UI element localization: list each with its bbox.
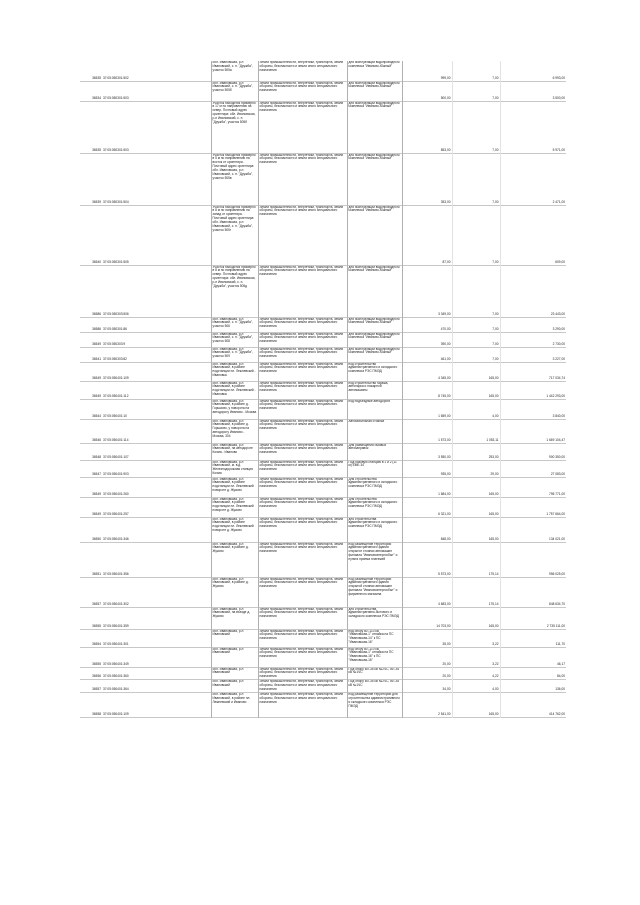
- cadastral-value-cell: 111,70: [500, 629, 566, 647]
- table-row: [80, 443, 566, 460]
- plot-address-cell: Участок находится примерно в 8 м по направлению на запад от ориентира. Почтовый адрес ориентира: обл. Ивановская, р-н Ивановский, с. п. "Дружба", участок 505г: [211, 205, 258, 265]
- rate-value-cell: 7,00: [492, 259, 499, 264]
- rate-value-cell: 165,00: [488, 623, 499, 628]
- table-row: [80, 61, 566, 81]
- land-category-cell: Земли промышленности, энергетики, транспорта, земли обороны, безопасности и земли иного специального назначения: [259, 332, 344, 344]
- land-category-cell: Земли промышленности, энергетики, транспорта, земли обороны, безопасности и земли иного специального назначения: [259, 265, 344, 277]
- land-category-cell: Земли промышленности, энергетики, транспорта, земли обороны, безопасности и земли иного специального назначения: [259, 497, 344, 509]
- table-row: [80, 680, 566, 693]
- land-category-cell: Земли промышленности, энергетики, транспорта, земли обороны, безопасности и земли иного специального назначения: [259, 61, 344, 72]
- plot-address-cell: обл. Ивановская, р-н Ивановский: [211, 680, 258, 693]
- row-number-cell: 36548: [92, 454, 101, 459]
- row-number-cell: 36535: [92, 147, 101, 152]
- cadastral-number-cell: 37:05:050401:356: [103, 571, 129, 576]
- rate-value-cell: 1 053,11: [486, 437, 499, 442]
- table-row: [80, 419, 566, 443]
- cadastral-number-cell: 37:05:050401:260: [103, 491, 129, 496]
- table-row: [80, 347, 566, 362]
- permitted-use-cell: для эксплуатации водопроводного комплекса "Иваново-Южный": [347, 265, 402, 317]
- land-category-cell: Земли промышленности, энергетики, транспорта, земли обороны, безопасности и земли иного специального назначения: [259, 542, 344, 554]
- plot-address-cell: обл. Ивановская, р-н Ивановский, на автодороге Кохма - Иваново: [211, 443, 258, 460]
- table-row: [80, 497, 566, 517]
- permitted-use-cell: для эксплуатации водопроводного комплекса "Иваново-Южный": [347, 317, 402, 332]
- rate-value-cell: 175,14: [488, 571, 499, 576]
- plot-area-cell: 500,00: [402, 81, 452, 101]
- cadastral-value-cell: 3 290,00: [500, 317, 566, 332]
- plot-address-cell: обл. Ивановская, р-н Ивановский, в районе д. Горшково, у поворота на автодорогу Иваново - Москва, 304: [211, 419, 258, 443]
- rate-value-cell: 3,22: [492, 641, 499, 646]
- cadastral-value-cell: 956 025,00: [500, 542, 566, 577]
- permitted-use-cell: Автомобильная стоянка: [347, 419, 402, 443]
- plot-address-cell: обл. Ивановская, р-н Ивановский: [211, 667, 258, 680]
- row-number-cell: 36550: [92, 536, 101, 541]
- row-number-cell: 36586: [92, 311, 101, 316]
- land-category-cell: Земли промышленности, энергетики, транспорта, земли обороны, безопасности и земли иного специального назначения: [259, 460, 344, 472]
- land-category-cell: Земли промышленности, энергетики, транспорта, земли обороны, безопасности и земли иного специального назначения: [259, 347, 344, 359]
- row-number-cell: 36539: [92, 199, 101, 204]
- rate-value-cell: 7,00: [492, 326, 499, 331]
- plot-address-cell: обл. Ивановская, р-н Ивановский, в районе д. Горшково, у поворота на автодорогу Иваново - Москва: [211, 399, 258, 419]
- permitted-use-cell: Под опору ВЛ-35 кВ №2ЧС, ВЛ-35 кВ №1ЧС: [347, 680, 402, 693]
- plot-area-cell: 20,00: [402, 667, 452, 680]
- land-category-cell: Земли промышленности, энергетики, транспорта, земли обороны, безопасности и земли иного специального назначения: [259, 101, 344, 113]
- permitted-use-cell: под строительство гаража, автопарка и пожарной автомашины: [347, 381, 402, 399]
- row-number-cell: 36546: [92, 437, 101, 442]
- cadastral-number-cell: 37:05:050401:257: [103, 511, 129, 516]
- plot-address-cell: обл. Ивановская, р-н Ивановский, в районе подстанции пл. Лежневский повороте д. Жуково: [211, 517, 258, 542]
- plot-area-cell: 470,00: [402, 317, 452, 332]
- plot-address-cell: обл. Ивановская, р-н Ивановский, на въезде д. Жуково: [211, 607, 258, 629]
- permitted-use-cell: под строительство административного и складского комплекса РЭС ПМЭД: [347, 362, 402, 381]
- plot-area-cell: 1 659,00: [402, 399, 452, 419]
- cadastral-number-cell: 37:05:050401:903: [103, 471, 129, 476]
- permitted-use-cell: под размещение территории административного здания открытой стоянки автомашин филиала "Ивановоэнергосбыт" и фирменного магазина: [347, 577, 402, 607]
- cadastral-value-cell: 46,17: [500, 647, 566, 667]
- cadastral-value-cell: 609,00: [500, 205, 566, 265]
- cadastral-number-cell: 37:05:050401:112: [103, 393, 129, 398]
- cadastral-value-cell: 3 500,00: [500, 81, 566, 101]
- rate-value-cell: 7,00: [492, 356, 499, 361]
- row-number-cell: 36557: [92, 687, 101, 692]
- land-category-cell: Земли промышленности, энергетики, транспорта, земли обороны, безопасности и земли иного специального назначения: [259, 419, 344, 431]
- rate-value-cell: 29,00: [490, 471, 499, 476]
- cadastral-value-cell: 1 442 293,00: [500, 381, 566, 399]
- cadastral-value-cell: 84,00: [500, 667, 566, 680]
- rate-value-cell: 165,00: [488, 511, 499, 516]
- plot-area-cell: 853,00: [402, 101, 452, 153]
- land-category-cell: Земли промышленности, энергетики, транспорта, земли обороны, безопасности и земли иного специального назначения: [259, 153, 344, 165]
- table-row: [80, 477, 566, 497]
- table-row: [80, 153, 566, 205]
- plot-area-cell: 3 550,00: [402, 443, 452, 460]
- permitted-use-cell: под опору ВЛ-110 кВ "Ивановская-1" отпайка на ПС "Ивановская-16" к ПС "Ивановская-16": [347, 647, 402, 667]
- cadastral-value-cell: 1 757 664,00: [500, 497, 566, 517]
- rate-value-cell: 7,00: [492, 147, 499, 152]
- permitted-use-cell: Для размещения газовых автозаправок: [347, 443, 402, 460]
- land-category-cell: Земли промышленности, энергетики, транспорта, земли обороны, безопасности и земли иного специального назначения: [259, 517, 344, 529]
- rate-value-cell: 165,00: [488, 393, 499, 398]
- rate-value-cell: 4,22: [492, 674, 499, 679]
- table-row: [80, 399, 566, 419]
- table-row: [80, 381, 566, 399]
- row-number-cell: 36558: [92, 712, 101, 717]
- plot-area-cell: 87,00: [402, 205, 452, 265]
- plot-address-cell: обл. Ивановская, р-н Ивановский: [211, 647, 258, 667]
- cadastral-number-cell: 37:05:050401:301: [103, 641, 129, 646]
- cadastral-value-cell: 2 735 111,00: [500, 607, 566, 629]
- plot-area-cell: 935,00: [402, 460, 452, 477]
- plot-area-cell: 2 541,00: [402, 692, 452, 717]
- cadastral-number-cell: 37:05:050301:505: [103, 259, 129, 264]
- row-number-cell: 36551: [92, 571, 101, 576]
- table-row: [80, 460, 566, 477]
- permitted-use-cell: Под базовую станцию в 1 и 2 (11 м) БМБ 34: [347, 460, 402, 477]
- land-category-cell: Земли промышленности, энергетики, транспорта, земли обороны, безопасности и земли иного специального назначения: [259, 362, 344, 374]
- table-row: [80, 692, 566, 717]
- row-number-cell: 36535: [92, 75, 101, 80]
- cadastral-number-cell: 37:05:050401:109: [103, 375, 129, 380]
- plot-area-cell: 4 683,00: [402, 577, 452, 607]
- cadastral-value-cell: 414 762,00: [500, 692, 566, 717]
- land-category-cell: Земли промышленности, энергетики, транспорта, земли обороны, безопасности и земли иного специального назначения: [259, 629, 344, 641]
- cadastral-number-cell: 37:05:050301:503: [103, 147, 129, 152]
- table-row: [80, 317, 566, 332]
- plot-area-cell: 3 349,00: [402, 265, 452, 317]
- cadastral-value-cell: 3 840,00: [500, 399, 566, 419]
- cadastral-value-cell: 717 034,74: [500, 362, 566, 381]
- plot-address-cell: обл. Ивановская, р-н Ивановский, в районе подстанции пл. Лежневский - Ивановка: [211, 362, 258, 381]
- land-category-cell: Земли промышленности, энергетики, транспорта, земли обороны, безопасности и земли иного специального назначения: [259, 205, 344, 217]
- cadastral-value-cell: 2 730,00: [500, 332, 566, 347]
- plot-area-cell: 848,00: [402, 517, 452, 542]
- plot-address-cell: обл. Ивановская, р-н Ивановский, с. п. "Дружба", участок 505а: [211, 61, 258, 81]
- plot-address-cell: обл. Ивановская, р-н Ивановский, м. в.д. Железнодорожная станция Кохма: [211, 460, 258, 477]
- cadastral-number-cell: 37:05:050401:359: [103, 623, 129, 628]
- plot-address-cell: Участок находится примерно в 5 м по направлению на восток от ориентира. Почтовый адрес ориентира: обл. Ивановская, р-н Ивановский, с. п. "Дружба", участок 505в: [211, 153, 258, 205]
- rate-value-cell: 7,00: [492, 311, 499, 316]
- cadastral-value-cell: 795 771,00: [500, 477, 566, 497]
- plot-area-cell: 1 573,00: [402, 419, 452, 443]
- table-row: [80, 667, 566, 680]
- plot-address-cell: обл. Ивановская, р-н Ивановский, с. п. "Дружба", участок 505б: [211, 81, 258, 101]
- cadastral-value-cell: 136,00: [500, 680, 566, 693]
- cadastral-number-cell: 37:05:050401:364: [103, 687, 129, 692]
- cadastral-value-cell: 1 669 104,47: [500, 419, 566, 443]
- rate-value-cell: 3,22: [492, 661, 499, 666]
- plot-address-cell: обл. Ивановская, р-н Ивановский, с. п. "Дружба", участок 509: [211, 347, 258, 362]
- permitted-use-cell: для эксплуатации водопроводного комплекса "Иваново-Южный": [347, 101, 402, 153]
- permitted-use-cell: для эксплуатации водопроводного комплекса "Иваново-Южный": [347, 81, 402, 101]
- land-plot-register-sheet: [80, 61, 566, 718]
- plot-address-cell: обл. Ивановская, р-н Ивановский, в районе д. Жуково: [211, 577, 258, 607]
- plot-address-cell: обл. Ивановская, р-н Ивановский, с. п. "Дружба", участок 508: [211, 332, 258, 347]
- row-number-cell: 36554: [92, 641, 101, 646]
- cadastral-number-cell: 37:05:050301:502: [103, 75, 129, 80]
- row-number-cell: 36549: [92, 491, 101, 496]
- plot-area-cell: 4 345,00: [402, 362, 452, 381]
- plot-address-cell: обл. Ивановская, р-н Ивановский, в районе подстанции пл. Лежневский повороте д. Жуково: [211, 477, 258, 497]
- land-plot-register-table: [80, 61, 566, 718]
- cadastral-value-cell: 900 350,00: [500, 443, 566, 460]
- cadastral-number-cell: 37:05:050401:10: [103, 413, 127, 418]
- row-number-cell: 36555: [92, 661, 101, 666]
- table-row: [80, 362, 566, 381]
- row-number-cell: 36540: [92, 259, 101, 264]
- table-row: [80, 101, 566, 153]
- rate-value-cell: 253,00: [488, 454, 499, 459]
- rate-value-cell: 165,00: [488, 375, 499, 380]
- land-category-cell: Земли промышленности, энергетики, транспорта, земли обороны, безопасности и земли иного специального назначения: [259, 81, 344, 93]
- plot-address-cell: обл. Ивановская, р-н Ивановский: [211, 629, 258, 647]
- plot-area-cell: 1 684,00: [402, 477, 452, 497]
- row-number-cell: 36544: [92, 413, 101, 418]
- cadastral-value-cell: 6 993,00: [500, 61, 566, 81]
- table-row: [80, 577, 566, 607]
- rate-value-cell: 7,00: [492, 199, 499, 204]
- permitted-use-cell: под размещение территории для строительства административного и складского комплекса РЭС ПМЭД: [347, 692, 402, 717]
- rate-value-cell: 165,00: [488, 712, 499, 717]
- cadastral-number-cell: 37:05:050401:349: [103, 661, 129, 666]
- table-row: [80, 607, 566, 629]
- permitted-use-cell: для строительства административно-бытового и складского комплекса РЭС ПМЭД: [347, 607, 402, 629]
- cadastral-value-cell: 23 443,00: [500, 265, 566, 317]
- permitted-use-cell: Для строительства административного и складского комплекса РЭС ПМЭД: [347, 477, 402, 497]
- plot-area-cell: 35,00: [402, 629, 452, 647]
- cadastral-value-cell: 3 227,00: [500, 347, 566, 362]
- row-number-cell: 36557: [92, 601, 101, 606]
- row-number-cell: 36586: [92, 326, 101, 331]
- row-number-cell: 36547: [92, 471, 101, 476]
- rate-value-cell: 4,00: [492, 413, 499, 418]
- land-category-cell: Земли промышленности, энергетики, транспорта, земли обороны, безопасности и земли иного специального назначения: [259, 692, 344, 704]
- cadastral-number-cell: 37:05:050301:504: [103, 199, 129, 204]
- table-body: [80, 61, 566, 717]
- permitted-use-cell: Под опору ВЛ-35 кВ №2ЧС, ВЛ-35 кВ №1ЧС: [347, 667, 402, 680]
- cadastral-value-cell: 2 471,00: [500, 153, 566, 205]
- plot-address-cell: обл. Ивановская, р-н Ивановский, в районе д. Жуково: [211, 542, 258, 577]
- table-row: [80, 542, 566, 577]
- plot-area-cell: 999,00: [402, 61, 452, 81]
- plot-address-cell: Участок находится примерно в 17 м по направлению на север. Почтовый адрес ориентира: обл. Ивановская, р-н Ивановский, с. п. "Дружба", участок 505б: [211, 101, 258, 153]
- land-category-cell: Земли промышленности, энергетики, транспорта, земли обороны, безопасности и земли иного специального назначения: [259, 317, 344, 329]
- table-row: [80, 647, 566, 667]
- land-category-cell: Земли промышленности, энергетики, транспорта, земли обороны, безопасности и земли иного специального назначения: [259, 647, 344, 659]
- land-category-cell: Земли промышленности, энергетики, транспорта, земли обороны, безопасности и земли иного специального назначения: [259, 667, 344, 679]
- permitted-use-cell: для эксплуатации водопроводного комплекса "Иваново-Южный": [347, 61, 402, 81]
- plot-area-cell: 14 703,00: [402, 607, 452, 629]
- row-number-cell: 36534: [92, 95, 101, 100]
- land-category-cell: Земли промышленности, энергетики, транспорта, земли обороны, безопасности и земли иного специального назначения: [259, 381, 344, 393]
- rate-value-cell: 7,00: [492, 341, 499, 346]
- permitted-use-cell: для эксплуатации водопроводного комплекса "Иваново-Южный": [347, 347, 402, 362]
- land-category-cell: Земли промышленности, энергетики, транспорта, земли обороны, безопасности и земли иного специального назначения: [259, 679, 344, 692]
- cadastral-number-cell: 37:05:050401:107: [103, 454, 129, 459]
- rate-value-cell: 175,14: [488, 601, 499, 606]
- row-number-cell: 36549: [92, 375, 101, 380]
- cadastral-number-cell: 37:05:050401:109: [103, 712, 129, 717]
- plot-area-cell: 390,00: [402, 332, 452, 347]
- cadastral-number-cell: 37:05:050301:86: [103, 326, 127, 331]
- table-row: [80, 517, 566, 542]
- row-number-cell: 36555: [92, 623, 101, 628]
- permitted-use-cell: под опору ВЛ-110 кВ "Ивановская-1" отпайка на ПС "Ивановская-14" к ПС "Ивановская-16": [347, 629, 402, 647]
- cadastral-number-cell: 37:05:050303:82: [103, 356, 127, 361]
- land-category-cell: Земли промышленности, энергетики, транспорта, земли обороны, безопасности и земли иного специального назначения: [259, 577, 344, 589]
- plot-area-cell: 461,00: [402, 347, 452, 362]
- cadastral-number-cell: 37:05:050303:9: [103, 341, 126, 346]
- plot-address-cell: обл. Ивановская, р-н Ивановский, в районе пл. Лежневский и Иваново: [211, 692, 258, 717]
- table-row: [80, 629, 566, 647]
- table-row: [80, 265, 566, 317]
- plot-area-cell: 34,00: [402, 680, 452, 693]
- land-category-cell: Земли промышленности, энергетики, транспорта, земли обороны, безопасности и земли иного специального назначения: [259, 443, 344, 455]
- cadastral-number-cell: 37:05:050401:346: [103, 536, 129, 541]
- row-number-cell: 36549: [92, 511, 101, 516]
- row-number-cell: 36541: [92, 356, 101, 361]
- land-category-cell: Земли промышленности, энергетики, транспорта, земли обороны, безопасности и земли иного специального назначения: [259, 477, 344, 489]
- permitted-use-cell: под размещение территории административного здания открытое стоянки автомашин филиала "Ивановоэнергосбыт" и пункта приема платежей: [347, 542, 402, 577]
- land-category-cell: Земли промышленности, энергетики, транспорта, земли обороны, безопасности и земли иного специального назначения: [259, 607, 344, 619]
- permitted-use-cell: для эксплуатации водопроводного комплекса "Иваново-Южный": [347, 332, 402, 347]
- cadastral-value-cell: 134 021,00: [500, 517, 566, 542]
- plot-area-cell: 353,00: [402, 153, 452, 205]
- row-number-cell: 36549: [92, 341, 101, 346]
- cadastral-number-cell: 37:05:050401:302: [103, 601, 129, 606]
- plot-area-cell: 5 573,00: [402, 542, 452, 577]
- rate-value-cell: 7,00: [492, 95, 499, 100]
- permitted-use-cell: для эксплуатации водопроводного комплекса "Иваново-Южный": [347, 153, 402, 205]
- plot-address-cell: обл. Ивановская, р-н Ивановский, в районе подстанции пл. Лежневский - Ивановка: [211, 381, 258, 399]
- permitted-use-cell: под подъездные автодороги: [347, 399, 402, 419]
- permitted-use-cell: для строительства административного и складского комплекса РЭС ПМЭД: [347, 517, 402, 542]
- cadastral-value-cell: 848 634,70: [500, 577, 566, 607]
- cadastral-number-cell: 37:05:050301:503: [103, 95, 129, 100]
- cadastral-number-cell: 37:05:050401:114: [103, 437, 129, 442]
- permitted-use-cell: Для строительства административного и складского комплекса РЭС ПМЭД: [347, 497, 402, 517]
- row-number-cell: 36556: [92, 674, 101, 679]
- rate-value-cell: 4,00: [492, 687, 499, 692]
- plot-address-cell: Участок находится примерно в 8 м по направлению на север. Почтовый адрес ориентира: обл. Ивановская, р-н Ивановский, с. п. "Дружба", участок 505д: [211, 265, 258, 317]
- cadastral-value-cell: 27 083,00: [500, 460, 566, 477]
- cadastral-number-cell: 37:05:050401:360: [103, 674, 129, 679]
- permitted-use-cell: для эксплуатации водопроводного комплекса "Иваново-Южный": [347, 205, 402, 265]
- table-row: [80, 81, 566, 101]
- plot-area-cell: 20,00: [402, 647, 452, 667]
- rate-value-cell: 7,00: [492, 75, 499, 80]
- cadastral-value-cell: 5 971,00: [500, 101, 566, 153]
- plot-address-cell: обл. Ивановская, р-н Ивановский, с. п. "Дружба", участок 506: [211, 317, 258, 332]
- row-number-cell: 36549: [92, 393, 101, 398]
- plot-address-cell: обл. Ивановская, р-н Ивановский, в районе подстанции пл. Лежневский повороте д. Жуково: [211, 497, 258, 517]
- table-row: [80, 332, 566, 347]
- rate-value-cell: 165,00: [488, 491, 499, 496]
- rate-value-cell: 165,00: [488, 536, 499, 541]
- cadastral-number-cell: 37:05:050303:506: [103, 311, 129, 316]
- plot-area-cell: 6 321,00: [402, 497, 452, 517]
- table-row: [80, 205, 566, 265]
- land-category-cell: Земли промышленности, энергетики, транспорта, земли обороны, безопасности и земли иного специального назначения: [259, 399, 344, 411]
- plot-area-cell: 8 745,00: [402, 381, 452, 399]
